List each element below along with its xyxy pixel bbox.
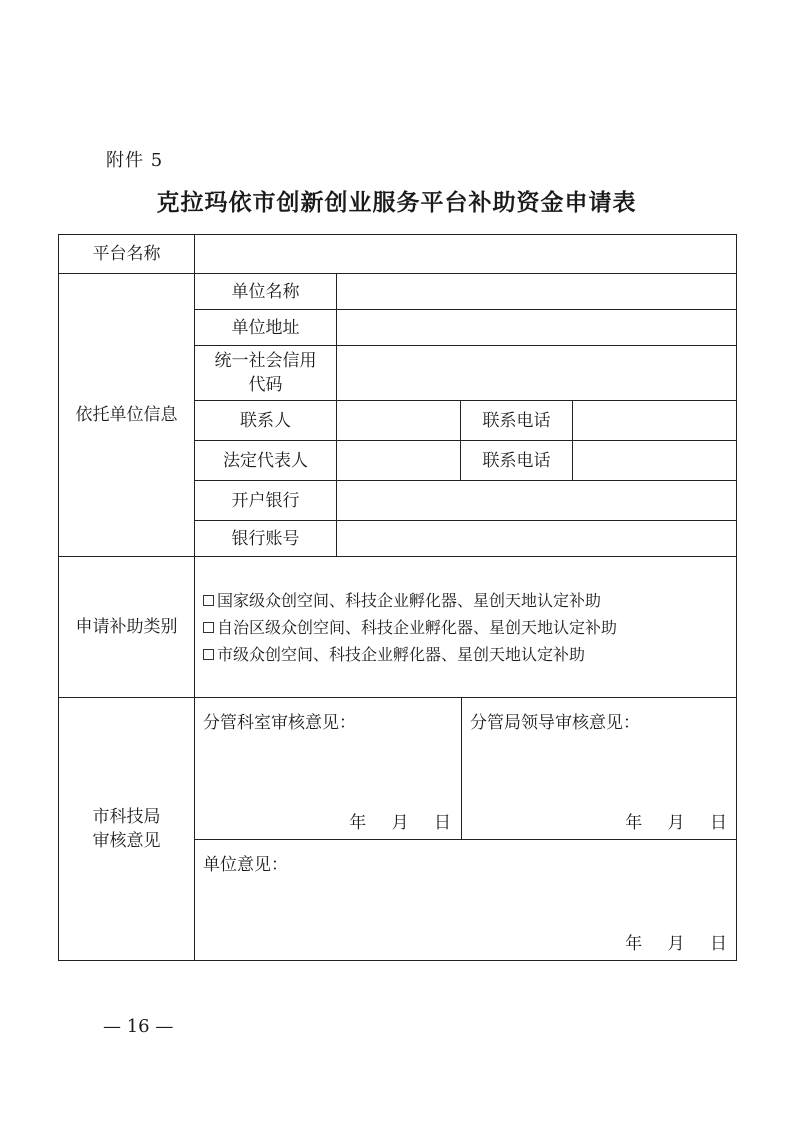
unit-opinion-box[interactable] <box>195 840 737 960</box>
leader-opinion-box[interactable] <box>462 698 737 840</box>
date-day: 日 <box>710 934 727 954</box>
legal-rep-field[interactable] <box>337 441 461 481</box>
review-section-label-line1: 市科技局 <box>92 807 161 827</box>
legal-rep-phone-label-text: 联系电话 <box>482 450 551 471</box>
host-unit-section-label-text: 依托单位信息 <box>75 405 178 425</box>
date-day: 日 <box>434 813 451 833</box>
page-number: — 16 — <box>103 1016 174 1037</box>
checkbox-icon[interactable] <box>203 649 214 660</box>
legal-rep-label-text: 法定代表人 <box>223 450 308 471</box>
bank-label-text: 开户银行 <box>231 490 300 511</box>
unit-name-label-text: 单位名称 <box>231 281 300 302</box>
subsidy-option-region-text: 自治区级众创空间、科技企业孵化器、星创天地认定补助 <box>217 617 618 637</box>
date-month: 月 <box>667 934 685 954</box>
leader-opinion-date <box>605 808 727 833</box>
bank-label <box>195 481 337 521</box>
attachment-label: 附件 5 <box>106 150 164 171</box>
date-year: 年 <box>349 813 367 833</box>
credit-code-label-line2: 代码 <box>248 375 283 395</box>
dept-opinion-label: 分管科室审核意见： <box>203 713 356 733</box>
unit-name-field[interactable] <box>337 274 737 310</box>
subsidy-option-national[interactable] <box>203 587 737 614</box>
checkbox-icon[interactable] <box>203 622 214 633</box>
unit-opinion-date <box>605 929 727 954</box>
date-day: 日 <box>710 813 727 833</box>
subsidy-option-city-text: 市级众创空间、科技企业孵化器、星创天地认定补助 <box>217 644 586 664</box>
unit-name-label <box>195 274 337 310</box>
contact-phone-label-text: 联系电话 <box>482 410 551 431</box>
checkbox-icon[interactable] <box>203 595 214 606</box>
account-label <box>195 521 337 557</box>
dept-opinion-date <box>329 808 451 833</box>
subsidy-option-city[interactable] <box>203 641 737 668</box>
contact-person-label <box>195 401 337 441</box>
legal-rep-phone-field[interactable] <box>573 441 737 481</box>
date-year: 年 <box>625 813 643 833</box>
host-unit-section-label <box>59 274 195 557</box>
legal-rep-phone-label <box>461 441 573 481</box>
application-form-table <box>58 234 737 961</box>
platform-name-label-text: 平台名称 <box>92 244 161 264</box>
review-section-label-line2: 审核意见 <box>92 831 161 851</box>
subsidy-type-label <box>59 557 195 698</box>
credit-code-field[interactable] <box>337 346 737 401</box>
bank-field[interactable] <box>337 481 737 521</box>
subsidy-option-national-text: 国家级众创空间、科技企业孵化器、星创天地认定补助 <box>217 590 602 610</box>
date-year: 年 <box>625 934 643 954</box>
contact-phone-label <box>461 401 573 441</box>
legal-rep-label <box>195 441 337 481</box>
contact-person-label-text: 联系人 <box>240 410 291 431</box>
account-field[interactable] <box>337 521 737 557</box>
dept-opinion-box[interactable] <box>195 698 462 840</box>
platform-name-field[interactable] <box>195 235 737 274</box>
form-title: 克拉玛依市创新创业服务平台补助资金申请表 <box>156 189 637 216</box>
unit-opinion-label: 单位意见： <box>203 855 288 875</box>
subsidy-type-label-text: 申请补助类别 <box>75 617 178 637</box>
unit-address-label-text: 单位地址 <box>231 317 300 338</box>
unit-address-field[interactable] <box>337 310 737 346</box>
platform-name-label <box>59 235 195 274</box>
review-section-label <box>59 698 195 960</box>
date-month: 月 <box>391 813 409 833</box>
subsidy-options <box>195 557 737 698</box>
credit-code-label <box>195 346 337 401</box>
contact-phone-field[interactable] <box>573 401 737 441</box>
subsidy-option-autonomous-region[interactable] <box>203 614 737 641</box>
credit-code-label-line1: 统一社会信用 <box>214 351 317 371</box>
account-label-text: 银行账号 <box>231 528 300 549</box>
leader-opinion-label: 分管局领导审核意见： <box>470 713 640 733</box>
date-month: 月 <box>667 813 685 833</box>
unit-address-label <box>195 310 337 346</box>
contact-person-field[interactable] <box>337 401 461 441</box>
